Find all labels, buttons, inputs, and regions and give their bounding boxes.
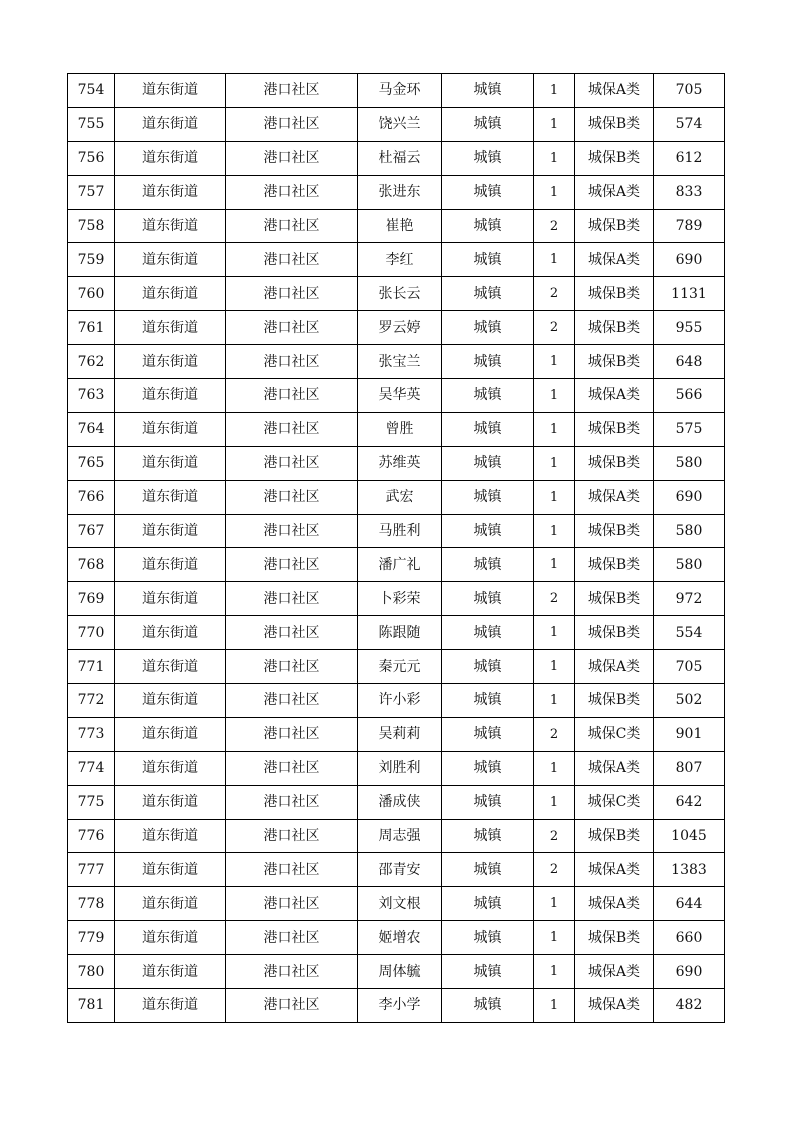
category-cell: 城保B类 [575,616,654,650]
category-cell: 城保A类 [575,887,654,921]
amount-cell: 789 [654,209,725,243]
community-cell: 港口社区 [226,107,358,141]
community-cell: 港口社区 [226,921,358,955]
person-name-cell: 杜福云 [358,141,442,175]
member-count-cell: 1 [534,175,575,209]
household-type-cell: 城镇 [442,853,534,887]
member-count-cell: 1 [534,141,575,175]
person-name-cell: 秦元元 [358,650,442,684]
person-name-cell: 苏维英 [358,446,442,480]
person-name-cell: 马胜利 [358,514,442,548]
records-table [67,73,725,1023]
amount-cell: 833 [654,175,725,209]
category-cell: 城保A类 [575,243,654,277]
community-cell: 港口社区 [226,853,358,887]
street-cell: 道东街道 [115,480,226,514]
street-cell: 道东街道 [115,819,226,853]
category-cell: 城保B类 [575,582,654,616]
street-cell: 道东街道 [115,243,226,277]
household-type-cell: 城镇 [442,989,534,1023]
household-type-cell: 城镇 [442,785,534,819]
street-cell: 道东街道 [115,989,226,1023]
person-name-cell: 刘文根 [358,887,442,921]
serial-number-cell: 760 [68,277,115,311]
serial-number-cell: 754 [68,74,115,108]
community-cell: 港口社区 [226,751,358,785]
person-name-cell: 马金环 [358,74,442,108]
table-row [68,243,725,277]
street-cell: 道东街道 [115,616,226,650]
street-cell: 道东街道 [115,684,226,718]
table-row [68,412,725,446]
community-cell: 港口社区 [226,209,358,243]
household-type-cell: 城镇 [442,446,534,480]
person-name-cell: 张进东 [358,175,442,209]
amount-cell: 690 [654,243,725,277]
category-cell: 城保B类 [575,209,654,243]
category-cell: 城保B类 [575,819,654,853]
serial-number-cell: 781 [68,989,115,1023]
category-cell: 城保A类 [575,175,654,209]
household-type-cell: 城镇 [442,412,534,446]
community-cell: 港口社区 [226,785,358,819]
table-row [68,650,725,684]
amount-cell: 502 [654,684,725,718]
category-cell: 城保A类 [575,74,654,108]
community-cell: 港口社区 [226,141,358,175]
member-count-cell: 1 [534,989,575,1023]
category-cell: 城保B类 [575,412,654,446]
serial-number-cell: 757 [68,175,115,209]
category-cell: 城保B类 [575,277,654,311]
serial-number-cell: 773 [68,717,115,751]
serial-number-cell: 775 [68,785,115,819]
member-count-cell: 2 [534,819,575,853]
serial-number-cell: 763 [68,379,115,413]
household-type-cell: 城镇 [442,311,534,345]
serial-number-cell: 756 [68,141,115,175]
table-row [68,209,725,243]
street-cell: 道东街道 [115,650,226,684]
person-name-cell: 曾胜 [358,412,442,446]
amount-cell: 575 [654,412,725,446]
member-count-cell: 1 [534,650,575,684]
person-name-cell: 李红 [358,243,442,277]
amount-cell: 580 [654,514,725,548]
member-count-cell: 1 [534,785,575,819]
community-cell: 港口社区 [226,175,358,209]
category-cell: 城保A类 [575,853,654,887]
household-type-cell: 城镇 [442,921,534,955]
person-name-cell: 陈跟随 [358,616,442,650]
household-type-cell: 城镇 [442,379,534,413]
community-cell: 港口社区 [226,548,358,582]
member-count-cell: 1 [534,480,575,514]
table-row [68,955,725,989]
member-count-cell: 2 [534,582,575,616]
serial-number-cell: 774 [68,751,115,785]
person-name-cell: 吴华英 [358,379,442,413]
person-name-cell: 张长云 [358,277,442,311]
community-cell: 港口社区 [226,446,358,480]
person-name-cell: 潘广礼 [358,548,442,582]
member-count-cell: 1 [534,887,575,921]
amount-cell: 1131 [654,277,725,311]
member-count-cell: 2 [534,277,575,311]
person-name-cell: 李小学 [358,989,442,1023]
table-row [68,548,725,582]
household-type-cell: 城镇 [442,650,534,684]
amount-cell: 566 [654,379,725,413]
person-name-cell: 饶兴兰 [358,107,442,141]
table-row [68,311,725,345]
table-row [68,379,725,413]
amount-cell: 612 [654,141,725,175]
table-row [68,853,725,887]
community-cell: 港口社区 [226,989,358,1023]
street-cell: 道东街道 [115,74,226,108]
amount-cell: 574 [654,107,725,141]
serial-number-cell: 755 [68,107,115,141]
member-count-cell: 1 [534,955,575,989]
amount-cell: 580 [654,446,725,480]
community-cell: 港口社区 [226,74,358,108]
serial-number-cell: 778 [68,887,115,921]
category-cell: 城保B类 [575,311,654,345]
category-cell: 城保A类 [575,480,654,514]
serial-number-cell: 765 [68,446,115,480]
community-cell: 港口社区 [226,277,358,311]
street-cell: 道东街道 [115,107,226,141]
serial-number-cell: 767 [68,514,115,548]
person-name-cell: 姬增农 [358,921,442,955]
amount-cell: 644 [654,887,725,921]
category-cell: 城保A类 [575,955,654,989]
member-count-cell: 1 [534,379,575,413]
category-cell: 城保B类 [575,345,654,379]
member-count-cell: 1 [534,243,575,277]
category-cell: 城保B类 [575,107,654,141]
street-cell: 道东街道 [115,412,226,446]
household-type-cell: 城镇 [442,887,534,921]
household-type-cell: 城镇 [442,751,534,785]
table-row [68,514,725,548]
table-row [68,141,725,175]
street-cell: 道东街道 [115,446,226,480]
amount-cell: 807 [654,751,725,785]
community-cell: 港口社区 [226,412,358,446]
amount-cell: 901 [654,717,725,751]
table-row [68,887,725,921]
person-name-cell: 刘胜利 [358,751,442,785]
serial-number-cell: 764 [68,412,115,446]
amount-cell: 554 [654,616,725,650]
category-cell: 城保B类 [575,514,654,548]
member-count-cell: 1 [534,107,575,141]
category-cell: 城保A类 [575,751,654,785]
category-cell: 城保B类 [575,684,654,718]
category-cell: 城保C类 [575,785,654,819]
serial-number-cell: 772 [68,684,115,718]
amount-cell: 648 [654,345,725,379]
amount-cell: 690 [654,480,725,514]
amount-cell: 972 [654,582,725,616]
amount-cell: 955 [654,311,725,345]
person-name-cell: 张宝兰 [358,345,442,379]
person-name-cell: 崔艳 [358,209,442,243]
household-type-cell: 城镇 [442,582,534,616]
household-type-cell: 城镇 [442,107,534,141]
table-row [68,107,725,141]
category-cell: 城保B类 [575,141,654,175]
street-cell: 道东街道 [115,175,226,209]
person-name-cell: 周体毓 [358,955,442,989]
table-row [68,446,725,480]
street-cell: 道东街道 [115,548,226,582]
person-name-cell: 武宏 [358,480,442,514]
amount-cell: 482 [654,989,725,1023]
category-cell: 城保B类 [575,548,654,582]
table-row [68,175,725,209]
member-count-cell: 1 [534,684,575,718]
community-cell: 港口社区 [226,955,358,989]
street-cell: 道东街道 [115,887,226,921]
serial-number-cell: 769 [68,582,115,616]
records-body [68,74,725,1023]
street-cell: 道东街道 [115,582,226,616]
category-cell: 城保A类 [575,989,654,1023]
table-row [68,277,725,311]
category-cell: 城保C类 [575,717,654,751]
community-cell: 港口社区 [226,480,358,514]
street-cell: 道东街道 [115,853,226,887]
serial-number-cell: 759 [68,243,115,277]
member-count-cell: 2 [534,209,575,243]
household-type-cell: 城镇 [442,819,534,853]
member-count-cell: 1 [534,514,575,548]
street-cell: 道东街道 [115,141,226,175]
person-name-cell: 吴莉莉 [358,717,442,751]
household-type-cell: 城镇 [442,514,534,548]
person-name-cell: 周志强 [358,819,442,853]
category-cell: 城保B类 [575,446,654,480]
street-cell: 道东街道 [115,921,226,955]
community-cell: 港口社区 [226,650,358,684]
community-cell: 港口社区 [226,514,358,548]
table-row [68,480,725,514]
community-cell: 港口社区 [226,243,358,277]
amount-cell: 660 [654,921,725,955]
person-name-cell: 卜彩荣 [358,582,442,616]
member-count-cell: 2 [534,311,575,345]
household-type-cell: 城镇 [442,616,534,650]
serial-number-cell: 762 [68,345,115,379]
serial-number-cell: 777 [68,853,115,887]
community-cell: 港口社区 [226,345,358,379]
serial-number-cell: 779 [68,921,115,955]
table-row [68,684,725,718]
street-cell: 道东街道 [115,311,226,345]
street-cell: 道东街道 [115,379,226,413]
community-cell: 港口社区 [226,616,358,650]
household-type-cell: 城镇 [442,717,534,751]
community-cell: 港口社区 [226,684,358,718]
serial-number-cell: 780 [68,955,115,989]
table-row [68,819,725,853]
community-cell: 港口社区 [226,582,358,616]
member-count-cell: 2 [534,717,575,751]
community-cell: 港口社区 [226,887,358,921]
category-cell: 城保A类 [575,650,654,684]
category-cell: 城保B类 [575,921,654,955]
household-type-cell: 城镇 [442,175,534,209]
household-type-cell: 城镇 [442,345,534,379]
person-name-cell: 邵青安 [358,853,442,887]
member-count-cell: 1 [534,751,575,785]
table-row [68,616,725,650]
community-cell: 港口社区 [226,379,358,413]
serial-number-cell: 776 [68,819,115,853]
member-count-cell: 1 [534,616,575,650]
table-row [68,345,725,379]
street-cell: 道东街道 [115,751,226,785]
household-type-cell: 城镇 [442,74,534,108]
amount-cell: 690 [654,955,725,989]
member-count-cell: 1 [534,412,575,446]
table-row [68,582,725,616]
serial-number-cell: 771 [68,650,115,684]
household-type-cell: 城镇 [442,480,534,514]
serial-number-cell: 761 [68,311,115,345]
category-cell: 城保A类 [575,379,654,413]
household-type-cell: 城镇 [442,243,534,277]
table-row [68,989,725,1023]
member-count-cell: 1 [534,74,575,108]
street-cell: 道东街道 [115,717,226,751]
amount-cell: 705 [654,74,725,108]
table-row [68,785,725,819]
household-type-cell: 城镇 [442,955,534,989]
member-count-cell: 1 [534,345,575,379]
household-type-cell: 城镇 [442,209,534,243]
serial-number-cell: 758 [68,209,115,243]
table-row [68,717,725,751]
community-cell: 港口社区 [226,311,358,345]
person-name-cell: 罗云婷 [358,311,442,345]
household-type-cell: 城镇 [442,277,534,311]
street-cell: 道东街道 [115,955,226,989]
amount-cell: 705 [654,650,725,684]
community-cell: 港口社区 [226,819,358,853]
street-cell: 道东街道 [115,514,226,548]
table-row [68,74,725,108]
amount-cell: 580 [654,548,725,582]
amount-cell: 1045 [654,819,725,853]
amount-cell: 1383 [654,853,725,887]
member-count-cell: 1 [534,548,575,582]
serial-number-cell: 770 [68,616,115,650]
serial-number-cell: 766 [68,480,115,514]
street-cell: 道东街道 [115,345,226,379]
street-cell: 道东街道 [115,277,226,311]
amount-cell: 642 [654,785,725,819]
household-type-cell: 城镇 [442,141,534,175]
person-name-cell: 许小彩 [358,684,442,718]
household-type-cell: 城镇 [442,548,534,582]
household-type-cell: 城镇 [442,684,534,718]
person-name-cell: 潘成侠 [358,785,442,819]
member-count-cell: 1 [534,446,575,480]
member-count-cell: 2 [534,853,575,887]
table-row [68,751,725,785]
member-count-cell: 1 [534,921,575,955]
street-cell: 道东街道 [115,209,226,243]
street-cell: 道东街道 [115,785,226,819]
community-cell: 港口社区 [226,717,358,751]
table-row [68,921,725,955]
serial-number-cell: 768 [68,548,115,582]
